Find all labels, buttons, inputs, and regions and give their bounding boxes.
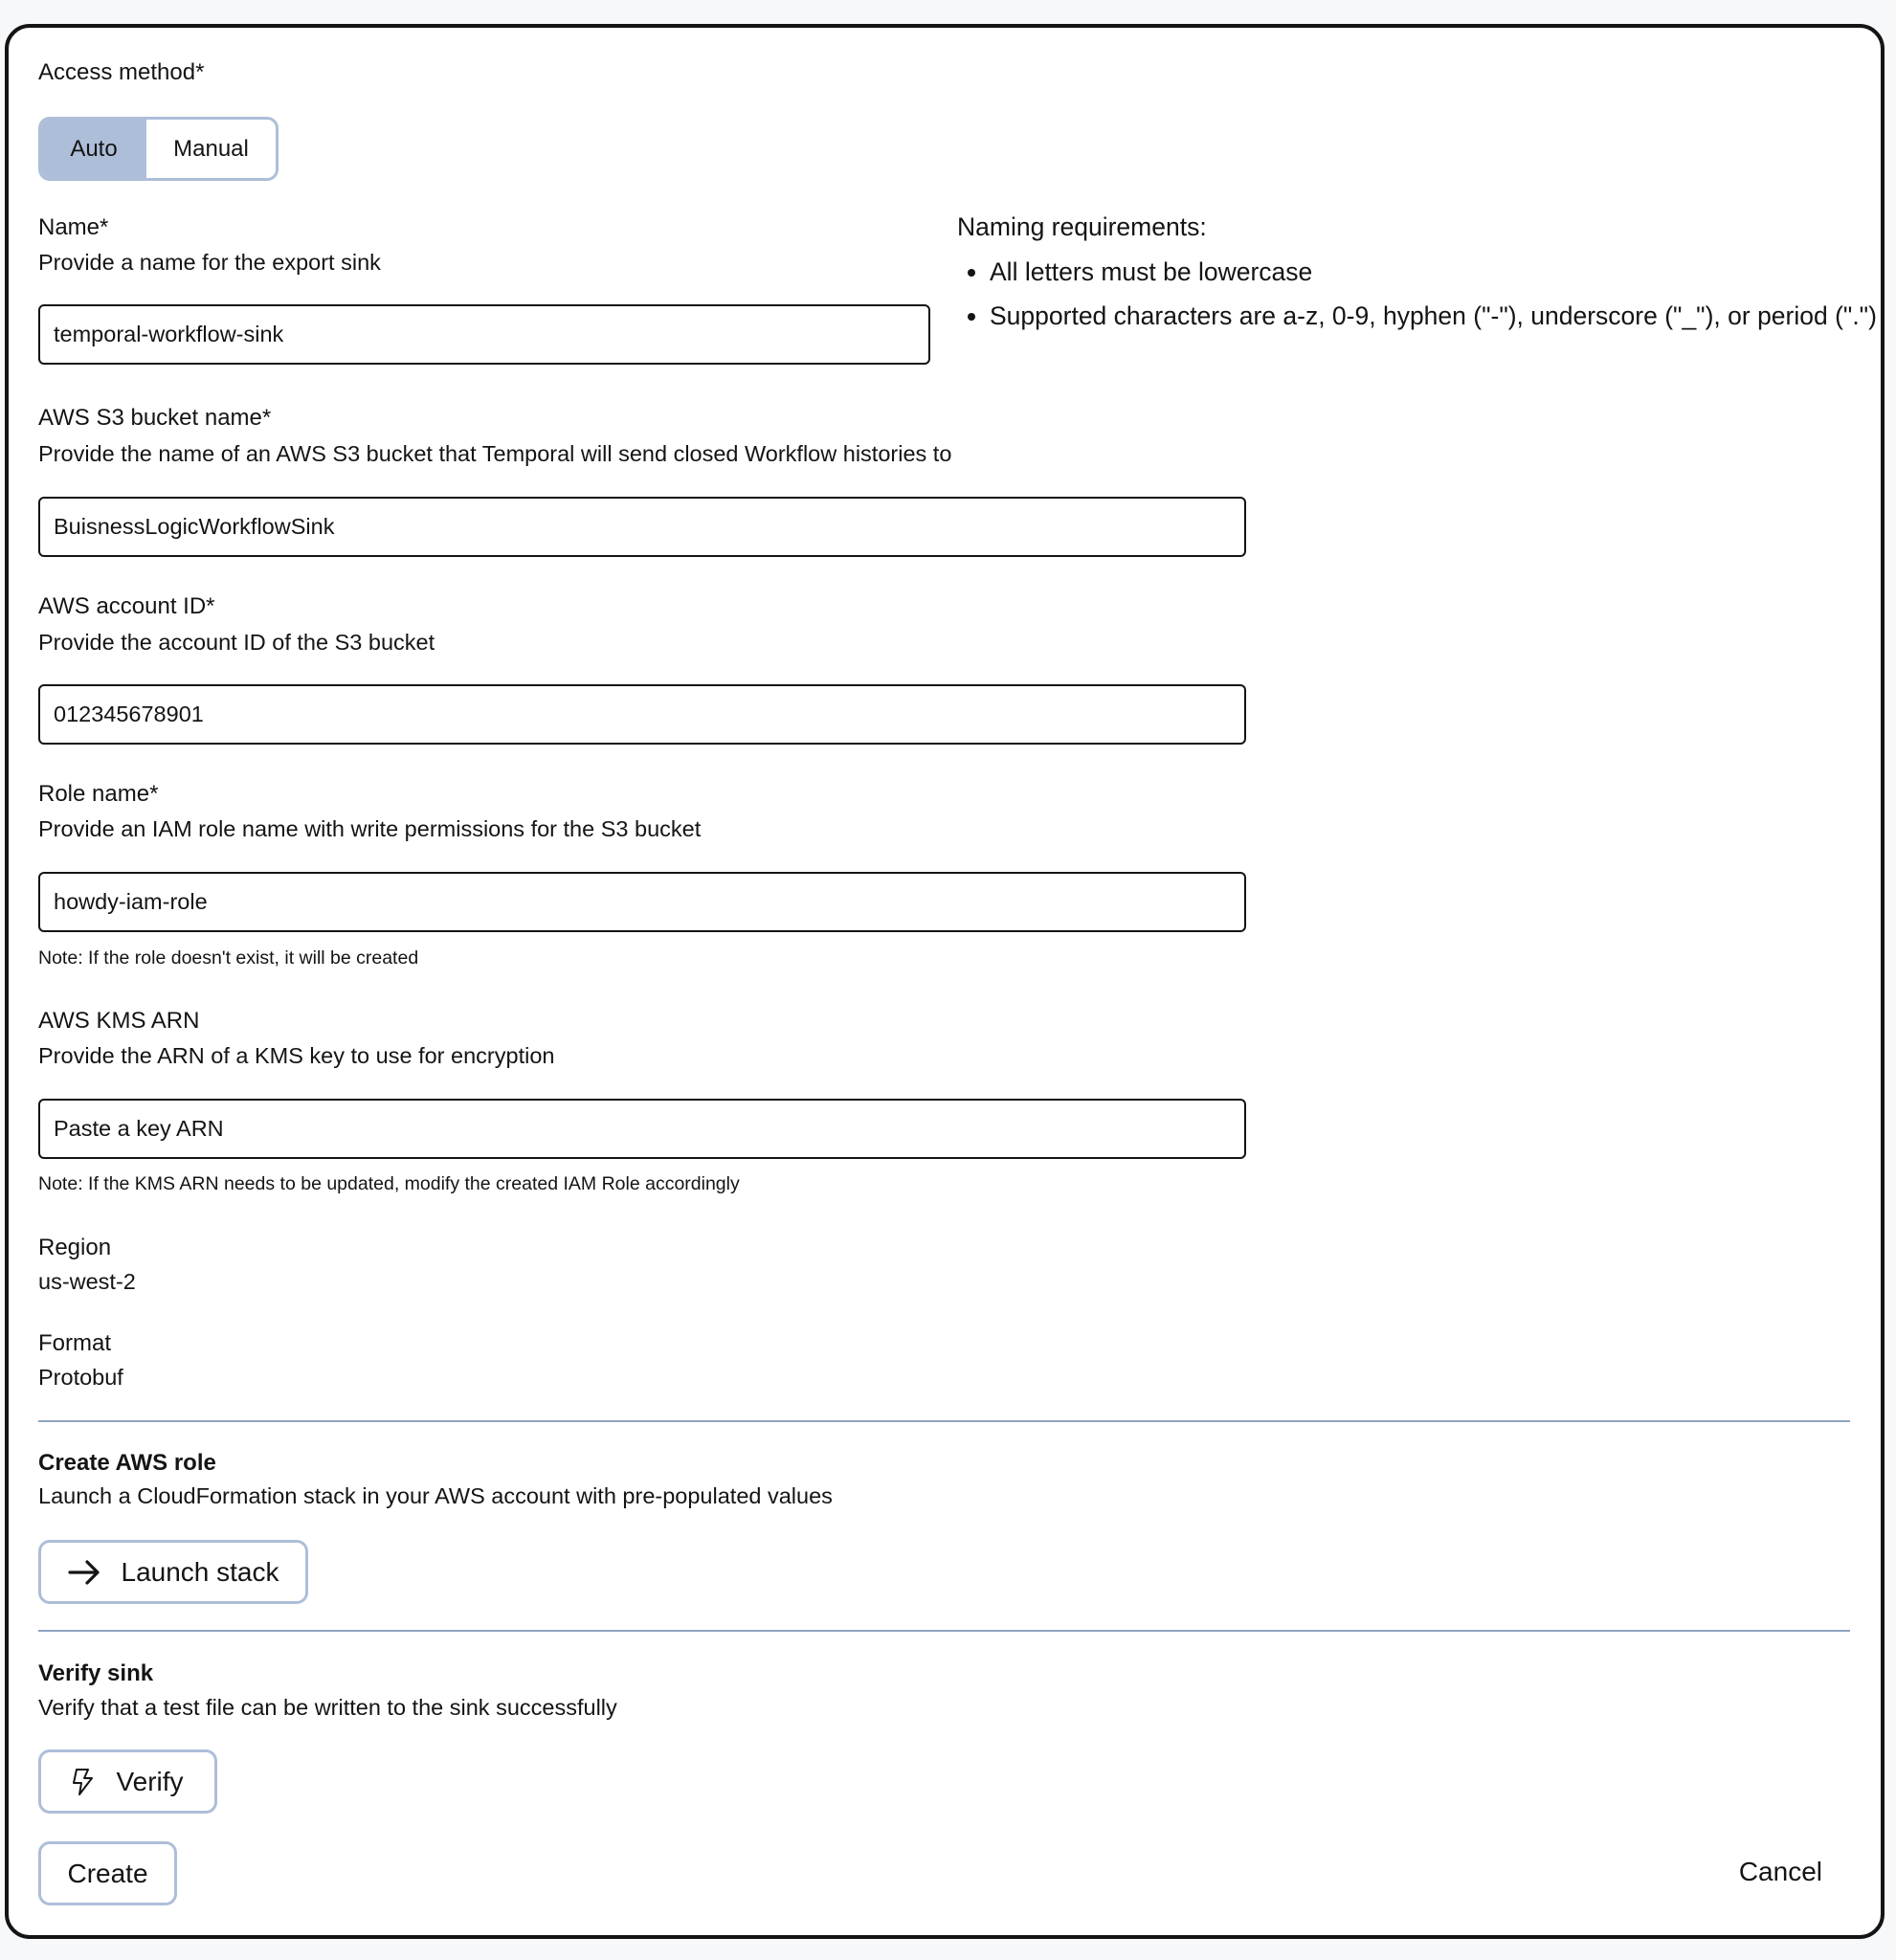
create-button[interactable]: Create — [38, 1841, 177, 1905]
account-description: Provide the account ID of the S3 bucket — [38, 630, 435, 655]
kms-label: AWS KMS ARN — [38, 1008, 200, 1034]
access-method-toggle — [38, 117, 279, 181]
naming-requirements-title: Naming requirements: — [957, 212, 1207, 241]
arrow-right-icon — [68, 1560, 100, 1585]
cancel-button[interactable]: Cancel — [1738, 1857, 1822, 1886]
launch-stack-label: Launch stack — [121, 1556, 279, 1587]
naming-requirement: • Supported characters are a-z, 0-9, hyphen ("-"), underscore ("_"), or period (".") — [990, 297, 1889, 335]
lightning-icon — [72, 1768, 95, 1796]
name-description: Provide a name for the export sink — [38, 250, 381, 275]
region-label: Region — [38, 1235, 112, 1260]
account-input[interactable] — [38, 684, 1246, 745]
verify-label: Verify — [116, 1766, 184, 1796]
naming-requirements-list — [957, 253, 1889, 341]
bucket-label: AWS S3 bucket name* — [38, 405, 272, 431]
access-method-manual[interactable]: Manual — [173, 135, 249, 162]
region-value: us-west-2 — [38, 1269, 136, 1294]
create-role-title: Create AWS role — [38, 1450, 216, 1476]
bucket-input[interactable] — [38, 497, 1246, 557]
verify-button[interactable] — [38, 1749, 217, 1814]
name-input[interactable] — [38, 304, 930, 365]
kms-input[interactable]: Paste a key ARN — [38, 1099, 1246, 1159]
verify-title: Verify sink — [38, 1660, 154, 1686]
role-label: Role name* — [38, 781, 159, 807]
format-label: Format — [38, 1330, 112, 1356]
role-description: Provide an IAM role name with write permissions for the S3 bucket — [38, 816, 702, 841]
role-input[interactable] — [38, 872, 1246, 932]
access-method-auto[interactable]: Auto — [41, 120, 146, 178]
format-value: Protobuf — [38, 1365, 123, 1390]
divider — [38, 1420, 1850, 1422]
access-method-label: Access method* — [38, 59, 205, 85]
kms-note: Note: If the KMS ARN needs to be updated, modify the created IAM Role accordingly — [38, 1173, 740, 1194]
divider — [38, 1630, 1850, 1632]
create-role-description: Launch a CloudFormation stack in your AWS account with pre-populated values — [38, 1483, 833, 1508]
account-label: AWS account ID* — [38, 593, 215, 619]
naming-requirement: • All letters must be lowercase — [990, 253, 1889, 291]
name-label: Name* — [38, 214, 109, 240]
role-note: Note: If the role doesn't exist, it will be created — [38, 947, 419, 969]
verify-description: Verify that a test file can be written to the sink successfully — [38, 1695, 617, 1720]
launch-stack-button[interactable] — [38, 1540, 308, 1604]
kms-description: Provide the ARN of a KMS key to use for encryption — [38, 1043, 555, 1068]
bucket-description: Provide the name of an AWS S3 bucket that Temporal will send closed Workflow histories to — [38, 441, 952, 466]
